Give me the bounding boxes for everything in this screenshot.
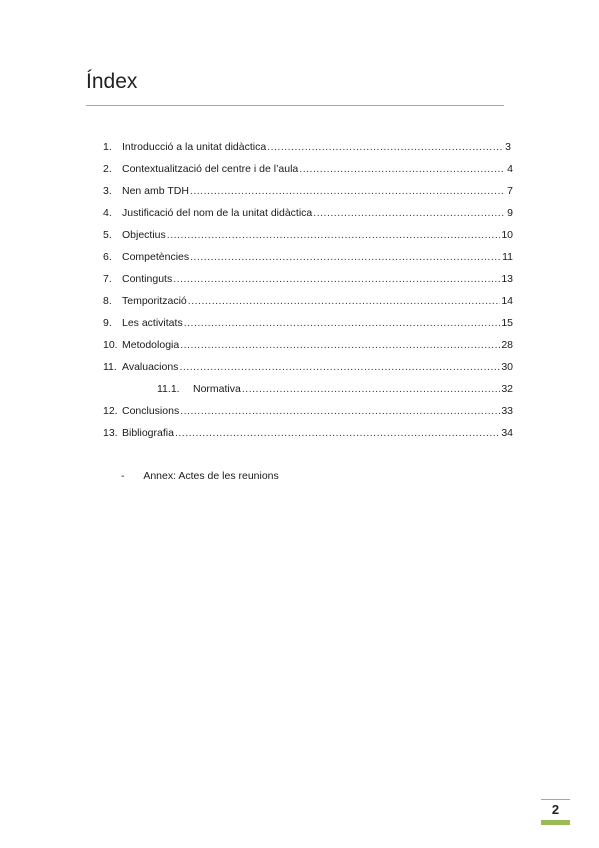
toc-leader-dots xyxy=(173,272,500,286)
toc-leader-dots xyxy=(299,162,504,176)
toc-entry[interactable] xyxy=(103,182,513,198)
toc-entry[interactable] xyxy=(103,226,513,242)
toc-entry-label: Competències xyxy=(122,251,190,263)
toc-leader-dots xyxy=(180,338,500,352)
toc-entry-page: 32 xyxy=(501,383,513,395)
toc-entry[interactable] xyxy=(103,248,513,264)
toc-entry-label: Conclusions xyxy=(122,405,180,417)
toc-entry-number: 3. xyxy=(103,185,112,197)
toc-leader-dots xyxy=(167,228,501,242)
toc-entry-number: 8. xyxy=(103,295,112,307)
toc-entry-label: Les activitats xyxy=(122,317,183,329)
toc-entry-number: 12. xyxy=(103,405,118,417)
toc-entry-label: Bibliografia xyxy=(122,427,174,439)
toc-leader-dots xyxy=(188,294,501,308)
toc-entry[interactable] xyxy=(103,292,513,308)
toc-entry-label: Metodologia xyxy=(122,339,180,351)
toc-entry-number: 1. xyxy=(103,141,112,153)
toc-entry-label: Temporització xyxy=(122,295,187,307)
toc-entry-number: 5. xyxy=(103,229,112,241)
toc-entry-number: 2. xyxy=(103,163,112,175)
toc-entry-number: 6. xyxy=(103,251,112,263)
footer-accent-bar xyxy=(541,820,570,825)
toc-entry[interactable] xyxy=(103,424,513,440)
toc-entry-page: 15 xyxy=(501,317,513,329)
toc-entry[interactable] xyxy=(103,160,513,176)
toc-entry-page: 30 xyxy=(501,361,513,373)
toc-entry-page: 11 xyxy=(502,251,513,263)
toc-leader-dots xyxy=(190,250,501,264)
toc-entry-page: 9 xyxy=(507,207,513,219)
title-divider xyxy=(86,105,504,106)
toc-leader-dots xyxy=(180,404,500,418)
toc-entry[interactable] xyxy=(103,204,513,220)
toc-entry-number: 10. xyxy=(103,339,118,351)
toc-entry-label: Normativa xyxy=(193,383,241,395)
toc-entry-page: 34 xyxy=(501,427,513,439)
toc-entry[interactable] xyxy=(103,402,513,418)
toc-entry-page: 3 xyxy=(505,141,511,153)
toc-entry[interactable] xyxy=(103,336,513,352)
toc-entry-number: 11. xyxy=(103,361,117,373)
toc-leader-dots xyxy=(184,316,501,330)
toc-entry-label: Continguts xyxy=(122,273,173,285)
toc-entry[interactable] xyxy=(103,138,511,154)
toc-entry-number: 9. xyxy=(103,317,112,329)
toc-leader-dots xyxy=(267,140,502,154)
toc-entry-label: Nen amb TDH xyxy=(122,185,189,197)
toc-leader-dots xyxy=(313,206,504,220)
footer-divider xyxy=(541,799,570,800)
toc-leader-dots xyxy=(190,184,504,198)
toc-entry-page: 4 xyxy=(507,163,513,175)
page-title: Índex xyxy=(86,70,138,93)
toc-entry[interactable] xyxy=(103,314,513,330)
toc-subentry[interactable] xyxy=(157,380,513,396)
page-number: 2 xyxy=(551,802,560,817)
toc-entry-label: Justificació del nom de la unitat didàctica xyxy=(122,207,313,219)
toc-entry-label: Contextualització del centre i de l’aula xyxy=(122,163,299,175)
toc-entry-page: 10 xyxy=(501,229,513,241)
toc-entry-page: 7 xyxy=(507,185,513,197)
toc-entry-page: 14 xyxy=(501,295,513,307)
toc-entry-label: Avaluacions xyxy=(122,361,179,373)
toc-leader-dots xyxy=(242,382,500,396)
toc-entry-page: 13 xyxy=(501,273,513,285)
toc-entry-number: 4. xyxy=(103,207,112,219)
toc-entry-label: Objectius xyxy=(122,229,166,241)
annex-bullet: - xyxy=(121,470,125,482)
toc-leader-dots xyxy=(175,426,500,440)
toc-entry-label: Introducció a la unitat didàctica xyxy=(122,141,267,153)
toc-entry-page: 28 xyxy=(501,339,513,351)
toc-entry-number: 11.1. xyxy=(157,383,180,395)
toc-leader-dots xyxy=(179,360,500,374)
toc-entry-number: 13. xyxy=(103,427,118,439)
toc-entry-page: 33 xyxy=(501,405,513,417)
toc-entry[interactable] xyxy=(103,270,513,286)
annex-item xyxy=(121,470,279,482)
annex-label: Annex: Actes de les reunions xyxy=(143,470,279,482)
toc-entry-number: 7. xyxy=(103,273,112,285)
toc-entry[interactable] xyxy=(103,358,513,374)
